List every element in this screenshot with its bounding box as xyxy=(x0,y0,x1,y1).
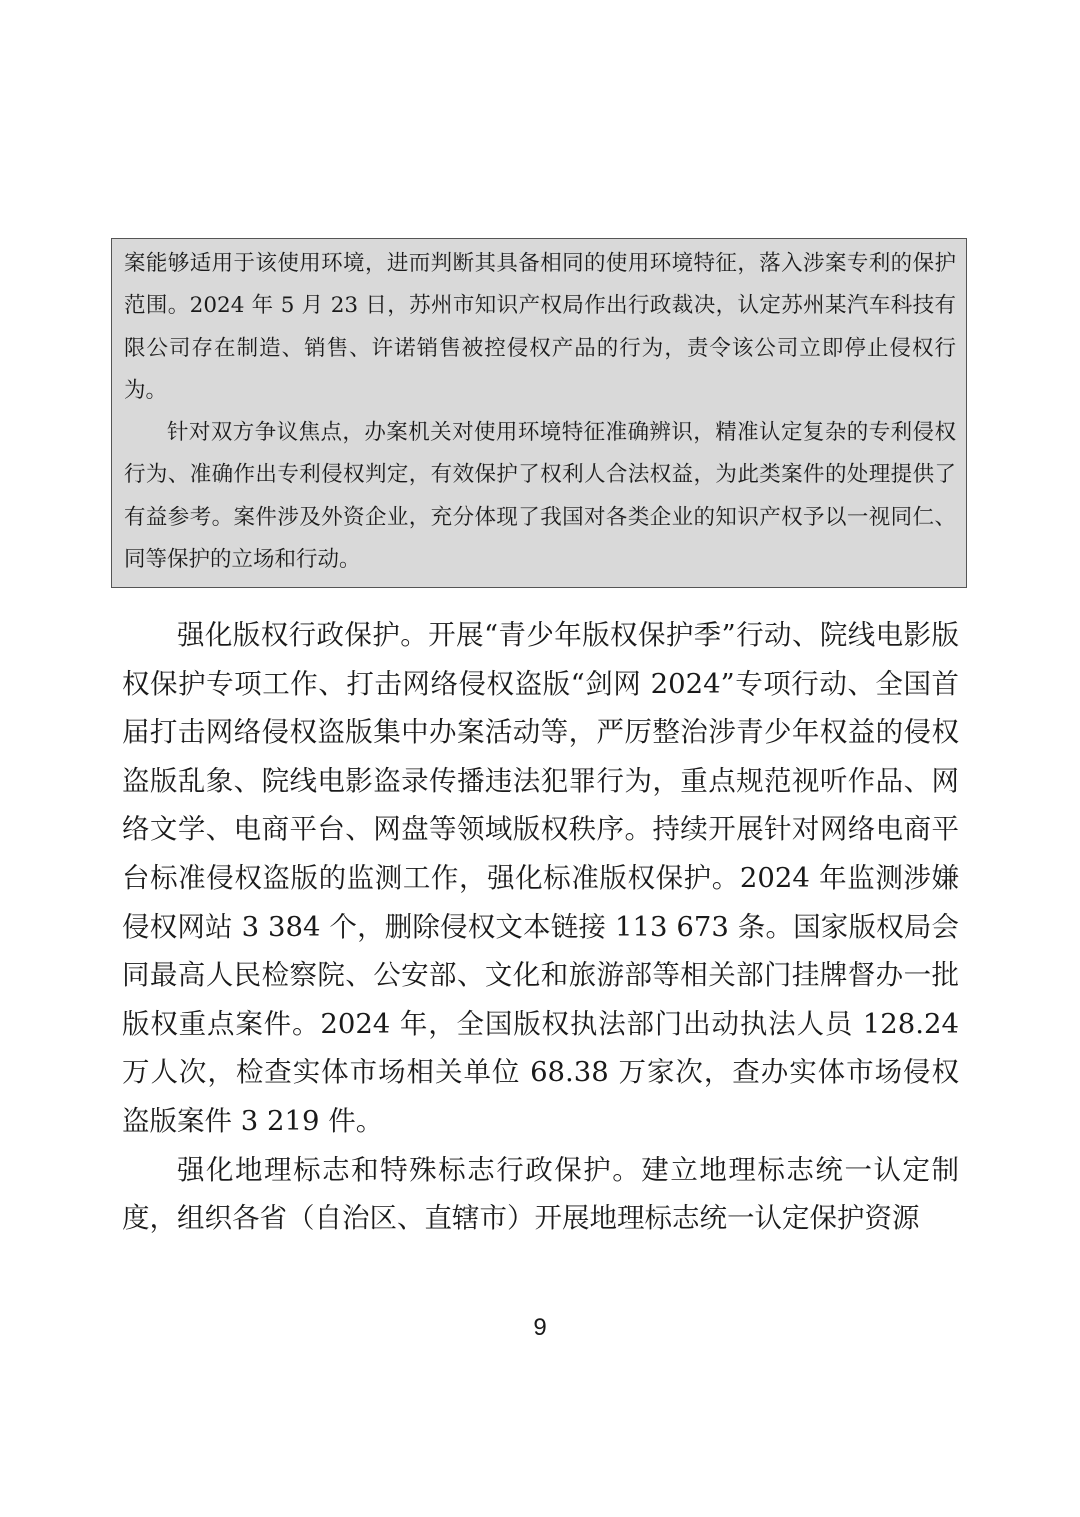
body-paragraph-geographical-indication: 强化地理标志和特殊标志行政保护。建立地理标志统一认定制度，组织各省（自治区、直辖市）开展地理标志统一认定保护资源 xyxy=(122,1153,959,1235)
main-body-text xyxy=(122,611,959,1243)
page-number: 9 xyxy=(533,1314,547,1341)
body-paragraph-copyright-protection: 强化版权行政保护。开展“青少年版权保护季”行动、院线电影版权保护专项工作、打击网络侵权盗版“剑网 2024”专项行动、全国首届打击网络侵权盗版集中办案活动等，严厉整治涉青少年权益的侵权盗版乱象、院线电影盗录传播违法犯罪行为，重点规范视听作品、网络文学、电商平台、网盘等领域版权秩序。持续开展针对网络电商平台标准侵权盗版的监测工作，强化标准版权保护。2024 年监测涉嫌侵权网站 3 384 个，删除侵权文本链接 113 673 条。国家版权局会同最高人民检察院、公安部、文化和旅游部等相关部门挂牌督办一批版权重点案件。2024 年，全国版权执法部门出动执法人员 128.24 万人次，检查实体市场相关单位 68.38 万家次，查办实体市场侵权盗版案件 3 219 件。 xyxy=(122,619,959,1137)
case-paragraph-continuation: 案能够适用于该使用环境，进而判断其具备相同的使用环境特征，落入涉案专利的保护范围。2024 年 5 月 23 日，苏州市知识产权局作出行政裁决，认定苏州某汽车科技有限公司存在制造、销售、许诺销售被控侵权产品的行为，责令该公司立即停止侵权行为。 xyxy=(124,251,956,403)
case-example-box xyxy=(111,238,967,588)
case-paragraph-commentary: 针对双方争议焦点，办案机关对使用环境特征准确辨识，精准认定复杂的专利侵权行为、准确作出专利侵权判定，有效保护了权利人合法权益，为此类案件的处理提供了有益参考。案件涉及外资企业，充分体现了我国对各类企业的知识产权予以一视同仁、同等保护的立场和行动。 xyxy=(124,420,956,573)
